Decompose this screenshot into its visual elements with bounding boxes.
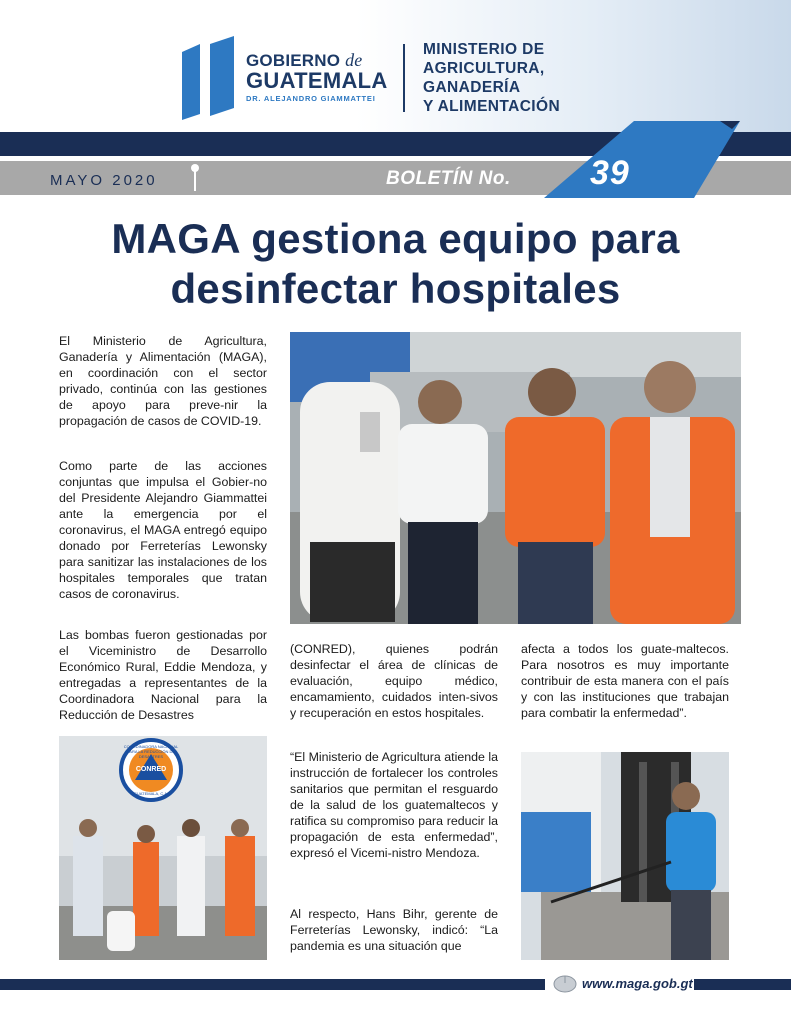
footer-band-right [694,979,791,990]
date-separator [194,167,196,191]
sprayer-demo-photo [521,752,729,960]
bulletin-number: 39 [590,154,630,192]
paragraph-intro: El Ministerio de Agricultura, Ganadería y Alimentación (MAGA), en coordinación con el sector privado, continúa con las gestiones de apoyo para preve-nir la propagación de casos de COVID-19. [59,334,267,428]
main-photo [290,332,741,624]
conred-sign-top: COORDINADORA NACIONAL PARA LA REDUCCIÓN DE DESASTRES [123,744,179,759]
gov-president-name: DR. ALEJANDRO GIAMMATTEI [246,94,376,103]
footer-website-link[interactable]: www.maga.gob.gt [582,976,693,991]
gov-line2: GUATEMALA [246,68,388,93]
bulletin-number-badge [520,121,740,198]
ministry-line: AGRICULTURA, [423,60,545,77]
paragraph-hans-bihr: Al respecto, Hans Bihr, gerente de Ferreterías Lewonsky, indicó: “La pandemia es una situación que [290,907,498,953]
logo-divider [403,44,405,112]
government-logo-icon [182,36,234,120]
ministry-line: Y ALIMENTACIÓN [423,98,561,115]
headline [30,214,761,314]
gov-line1: GOBIERNO [246,51,341,70]
paragraph-quote-minister: “El Ministerio de Agricultura atiende la instrucción de fortalecer los controles sanitarios que permitan el resguardo de la salud de los guatemaltecos y ratifica su compromiso para reducir la propagación de esta enfermedad”, expresó el Vicemi-nistro Mendoza. [290,750,498,860]
gov-line1-de: de [345,50,363,70]
bulletin-date: MAYO 2020 [50,172,158,189]
paragraph-pumps: Las bombas fueron gestionadas por el Viceministro de Desarrollo Económico Rural, Eddie Mendoza, y entregadas a representantes de la Coordinadora Nacional para la Reducción de Desastres [59,628,267,722]
bulletin-label: BOLETÍN No. [386,168,511,189]
paragraph-quote-bihr: afecta a todos los guate-maltecos. Para nosotros es muy importante contribuir de esta manera con el país y con las instituciones que trabajan para combatir la enfermedad”. [521,642,729,720]
government-logo-text [246,52,388,104]
conred-photo [59,736,267,960]
footer-band-left [0,979,545,990]
headline-line: MAGA gestiona equipo para [111,215,680,262]
conred-sign-main: CONRED [135,766,167,773]
headline-line: desinfectar hospitales [170,265,621,312]
conred-sign-bottom: GUATEMALA, C.A. [133,791,169,796]
paragraph-actions: Como parte de las acciones conjuntas que impulsa el Gobier-no del Presidente Alejandro Giammattei ante la emergencia por el coronavirus, el MAGA entregó equipo donado por Ferreterías Lewonsky para sanitizar las instalaciones de los hospitales temporales que tratan casos de coronavirus. [59,459,267,601]
ministry-name [423,40,560,116]
header-background [0,0,791,140]
ministry-line: MINISTERIO DE [423,41,545,58]
mouse-icon [552,975,578,993]
ministry-line: GANADERÍA [423,79,521,96]
paragraph-conred: (CONRED), quienes podrán desinfectar el área de clínicas de evaluación, equipo médico, encamamiento, cuidados inten-sivos y recuperación en estos hospitales. [290,642,498,720]
